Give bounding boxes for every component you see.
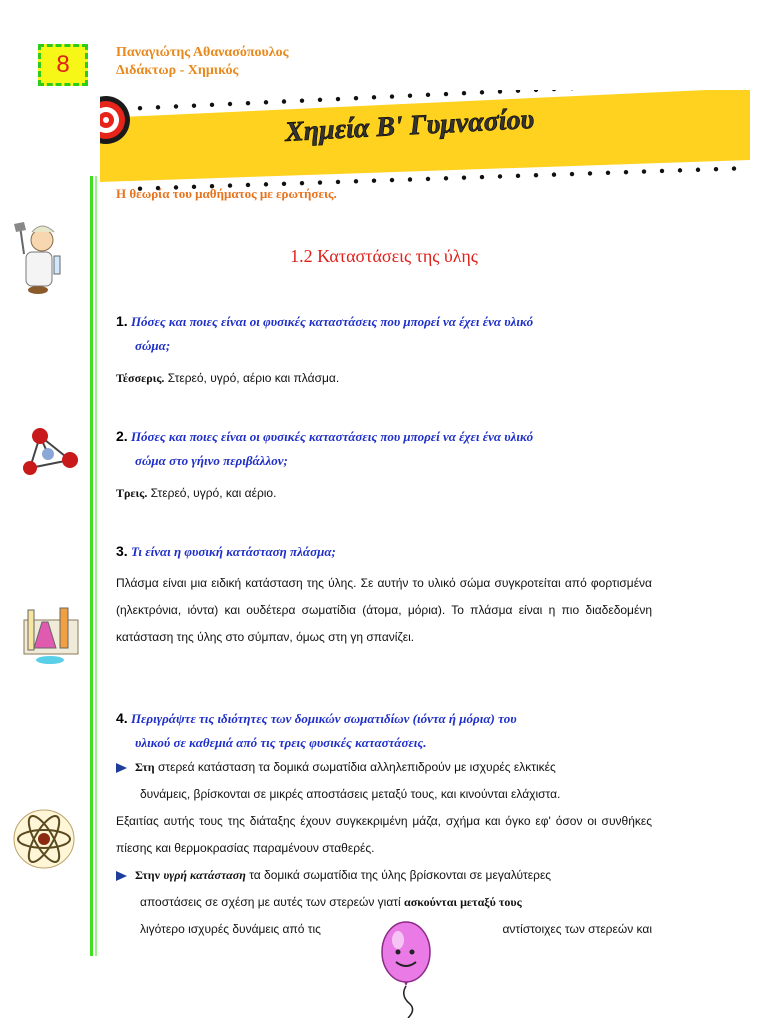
banner-dot bbox=[246, 101, 250, 105]
banner-dot bbox=[714, 167, 718, 171]
bullet-arrow-icon bbox=[116, 763, 127, 773]
question-text-cont: σώμα στο γήινο περιβάλλον; bbox=[135, 453, 288, 468]
banner-dot bbox=[318, 98, 322, 102]
question-text: Πόσες και ποιες είναι οι φυσικές καταστάσεις που μπορεί να έχει ένα υλικό bbox=[130, 314, 534, 329]
banner-dot bbox=[480, 90, 484, 94]
molecule-icon bbox=[22, 426, 84, 482]
question-1 bbox=[116, 309, 661, 358]
question-text: Πόσες και ποιες είναι οι φυσικές καταστάσεις που μπορεί να έχει ένα υλικό bbox=[130, 429, 534, 444]
banner-dot bbox=[606, 171, 610, 175]
banner-dot bbox=[354, 96, 358, 100]
banner-dot bbox=[372, 95, 376, 99]
banner-dot bbox=[444, 92, 448, 96]
banner-dot bbox=[462, 91, 466, 95]
banner-dot bbox=[678, 168, 682, 172]
question-2 bbox=[116, 424, 661, 473]
answer-text: Στερεό, υγρό, αέριο και πλάσμα. bbox=[164, 371, 340, 385]
banner-dot bbox=[660, 169, 664, 173]
bullet-arrow-icon bbox=[116, 871, 127, 881]
question-text-cont: σώμα; bbox=[135, 338, 171, 353]
banner-dot bbox=[408, 93, 412, 97]
question-text-cont: υλικού σε καθεμιά από τις τρεις φυσικές καταστάσεις. bbox=[135, 735, 427, 750]
banner-dot bbox=[624, 170, 628, 174]
banner-dot bbox=[534, 173, 538, 177]
banner-dot bbox=[516, 90, 520, 93]
lab-glassware-icon bbox=[20, 604, 82, 666]
answer-lead: Τρεις. bbox=[116, 486, 148, 500]
answer-paragraph: Εξαιτίας αυτής τους της διάταξης έχουν συγκεκριμένη μάζα, σχήμα και όγκο εφ' όσον οι συνθήκες πίεσης και θερμοκρασίας παραμένουν σταθερές. bbox=[116, 814, 652, 855]
banner-dot bbox=[444, 176, 448, 180]
banner-dot bbox=[516, 174, 520, 178]
answer-4 bbox=[116, 754, 652, 943]
answer-text: αποστάσεις σε σχέση με αυτές των στερεών γιατί bbox=[140, 895, 405, 909]
answer-lead: Τέσσερις. bbox=[116, 371, 165, 385]
answer-lead: Στην bbox=[135, 868, 160, 882]
margin-rule bbox=[90, 176, 93, 956]
margin-rule-light bbox=[95, 176, 97, 956]
banner-dot bbox=[426, 93, 430, 97]
answer-text: δυνάμεις, βρίσκονται σε μικρές αποστάσεις μεταξύ τους, και κινούνται ελάχιστα. bbox=[140, 787, 561, 801]
author-block bbox=[116, 44, 289, 80]
banner-dot bbox=[174, 104, 178, 108]
banner-dot bbox=[570, 172, 574, 176]
question-number: 2. bbox=[116, 428, 128, 444]
banner-dot bbox=[192, 103, 196, 107]
banner-dot bbox=[552, 172, 556, 176]
answer-emphasis: υγρή κατάσταση bbox=[163, 868, 246, 882]
banner-dot bbox=[264, 100, 268, 104]
banner-title: Χημεία Β' Γυμνασίου bbox=[284, 103, 535, 148]
banner-dot bbox=[498, 174, 502, 178]
banner-dot bbox=[480, 175, 484, 179]
question-4 bbox=[116, 706, 661, 755]
banner-dot bbox=[390, 178, 394, 182]
answer-emphasis: ασκούνται μεταξύ τους bbox=[404, 895, 522, 909]
banner-dot bbox=[408, 177, 412, 181]
banner-dot bbox=[336, 97, 340, 101]
intro-text: Η θεωρία του μαθήματος με ερωτήσεις. bbox=[116, 186, 337, 201]
banner-dot bbox=[336, 180, 340, 184]
banner-dot bbox=[696, 168, 700, 172]
banner-dot bbox=[156, 105, 160, 109]
banner-dot bbox=[642, 169, 646, 173]
banner-dot bbox=[588, 171, 592, 175]
banner-dot bbox=[210, 103, 214, 107]
banner-dot bbox=[462, 175, 466, 179]
banner-dot bbox=[318, 180, 322, 184]
section-title: 1.2 Καταστάσεις της ύλης bbox=[290, 246, 478, 266]
page-number-badge: 8 bbox=[38, 44, 88, 86]
answer-text: στερεά κατάσταση τα δομικά σωματίδια αλληλεπιδρούν με ισχυρές ελκτικές bbox=[154, 760, 556, 774]
banner-dot bbox=[282, 99, 286, 103]
answer-text: αντίστοιχες των στερεών και bbox=[502, 922, 652, 936]
question-text: Τι είναι η φυσική κατάσταση πλάσμα; bbox=[130, 544, 336, 559]
author-name: Παναγιώτης Αθανασόπουλος bbox=[116, 45, 289, 60]
banner-dot bbox=[300, 98, 304, 102]
banner-dot bbox=[354, 179, 358, 183]
banner-dot bbox=[498, 90, 502, 94]
answer-text: λιγότερο ισχυρές δυνάμεις από τις bbox=[140, 922, 321, 936]
banner-dot bbox=[300, 181, 304, 185]
answer-text: Στερεό, υγρό, και αέριο. bbox=[147, 486, 277, 500]
banner-dot bbox=[138, 106, 142, 110]
question-number: 3. bbox=[116, 543, 128, 559]
answer-text: τα δομικά σωματίδια της ύλης βρίσκονται σε μεγαλύτερες bbox=[245, 868, 552, 882]
banner-dot bbox=[228, 102, 232, 106]
answer-3: Πλάσμα είναι μια ειδική κατάσταση της ύλης. Σε αυτήν το υλικό σώμα συγκροτείται από φορτισμένα (ηλεκτρόνια, ιόντα) και ουδέτερα σωματίδια (άτομα, μόρια). Το πλάσμα είναι η πιο διαδεδομένη κατάσταση της ύλης στο σύμπαν, όμως στη γη σπανίζει. bbox=[116, 576, 652, 644]
question-number: 4. bbox=[116, 710, 128, 726]
question-text: Περιγράψτε τις ιδιότητες των δομικών σωματιδίων (ιόντα ή μόρια) του bbox=[130, 711, 517, 726]
question-number: 1. bbox=[116, 313, 128, 329]
banner-dot bbox=[534, 90, 538, 92]
banner-dot bbox=[732, 166, 736, 170]
answer-lead: Στη bbox=[135, 760, 155, 774]
atom-icon bbox=[12, 808, 76, 870]
answer-1 bbox=[116, 365, 652, 392]
banner-dot bbox=[390, 94, 394, 98]
author-title: Διδάκτωρ - Χημικός bbox=[116, 63, 239, 78]
answer-2 bbox=[116, 480, 652, 507]
balloon-icon bbox=[378, 918, 438, 1018]
banner-dot bbox=[372, 179, 376, 183]
banner-dot bbox=[552, 90, 556, 91]
question-3 bbox=[116, 539, 661, 564]
banner-dot bbox=[426, 177, 430, 181]
